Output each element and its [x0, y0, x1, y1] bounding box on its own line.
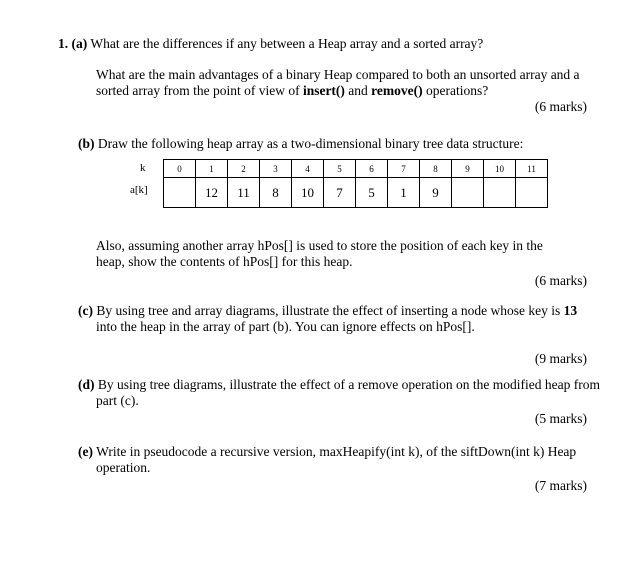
question-number: 1. [58, 36, 69, 51]
part-b-marks: (6 marks) [534, 273, 587, 288]
value-cell: 10 [292, 178, 324, 208]
value-cell: 8 [260, 178, 292, 208]
value-cell: 1 [388, 178, 420, 208]
part-e-label: (e) [78, 444, 93, 459]
part-b-question: Draw the following heap array as a two-dimensional binary tree data structure: [97, 136, 524, 151]
index-cell: 8 [420, 160, 452, 178]
part-b-label: (b) [78, 136, 95, 151]
heap-value-row [164, 178, 548, 208]
index-cell: 3 [260, 160, 292, 178]
part-e-paragraph [78, 444, 606, 476]
value-cell: 7 [324, 178, 356, 208]
index-cell: 7 [388, 160, 420, 178]
part-a-marks: (6 marks) [534, 99, 587, 114]
index-cell: 0 [164, 160, 196, 178]
index-cell: 11 [516, 160, 548, 178]
index-cell: 4 [292, 160, 324, 178]
heap-array-table [163, 159, 548, 208]
question-1-a-heading [58, 36, 483, 52]
part-a-question: What are the differences if any between a Heap array and a sorted array? [90, 36, 484, 51]
part-b-also-paragraph: Also, assuming another array hPos[] is used to store the position of each key in the heap, show the contents of hPos[] for this heap. [96, 238, 543, 269]
row-k-label: k [140, 162, 146, 174]
index-cell: 2 [228, 160, 260, 178]
value-cell: 9 [420, 178, 452, 208]
part-e-marks: (7 marks) [534, 478, 587, 493]
row-a-label: a[k] [130, 184, 148, 196]
part-d-paragraph [78, 377, 606, 409]
part-c-key: 13 [563, 303, 578, 318]
index-cell: 5 [324, 160, 356, 178]
part-a-label: (a) [71, 36, 88, 51]
part-d-text: By using tree diagrams, illustrate the effect of a remove operation on the modified heap from part (c). [96, 377, 600, 408]
part-e-text: Write in pseudocode a recursive version, maxHeapify(int k), of the siftDown(int k) Heap operation. [96, 444, 577, 475]
part-c-marks: (9 marks) [534, 351, 587, 366]
part-d-marks: (5 marks) [534, 411, 587, 426]
index-cell: 9 [452, 160, 484, 178]
value-cell [452, 178, 484, 208]
insert-op: insert() [302, 83, 345, 98]
part-c-text-end: into the heap in the array of part (b). You can ignore effects on hPos[]. [96, 319, 475, 334]
value-cell [484, 178, 516, 208]
part-a-para-end: operations? [422, 83, 489, 98]
part-c-text-start: By using tree and array diagrams, illustrate the effect of inserting a node whose key is [96, 303, 564, 318]
heap-index-row [164, 160, 548, 178]
part-c-paragraph [78, 303, 596, 335]
part-b-heading [78, 136, 523, 152]
and-word: and [344, 83, 372, 98]
remove-op: remove() [371, 83, 423, 98]
part-c-label: (c) [78, 303, 93, 318]
value-cell [164, 178, 196, 208]
index-cell: 1 [196, 160, 228, 178]
value-cell [516, 178, 548, 208]
index-cell: 6 [356, 160, 388, 178]
value-cell: 11 [228, 178, 260, 208]
part-a-para-start: What are the main advantages of a binary Heap compared to both an unsorted array and a sorted array from the point of view of [96, 67, 580, 98]
index-cell: 10 [484, 160, 516, 178]
value-cell: 5 [356, 178, 388, 208]
part-a-paragraph [96, 67, 591, 99]
part-d-label: (d) [78, 377, 95, 392]
value-cell: 12 [196, 178, 228, 208]
